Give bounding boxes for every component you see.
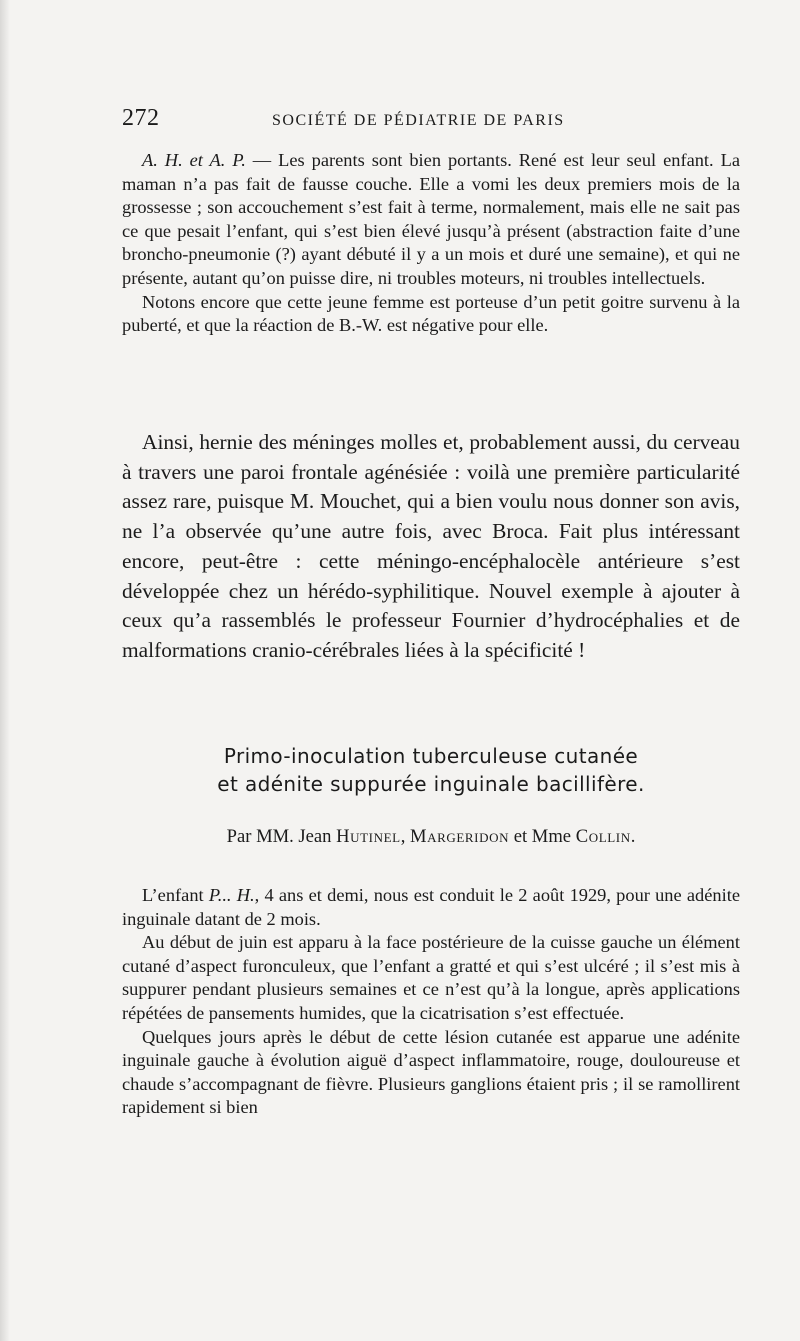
page-header [122, 103, 578, 135]
title-line-1: Primo-inoculation tuberculeuse cutanée [223, 744, 639, 768]
author-hutinel: Hutinel [336, 826, 401, 847]
byline-end: . [630, 826, 636, 847]
paragraph-text: , 4 ans et demi, nous est conduit le 2 août 1929, pour une adénite inguinale datant de 2 mois. [122, 885, 740, 929]
byline-prefix: Par MM. Jean [226, 826, 337, 847]
initials: A. H. et A. P. [142, 150, 246, 170]
paragraph-parents [122, 149, 740, 291]
paragraph-text: — Les parents sont bien portants. René est leur seul enfant. La maman n’a pas fait de fausse couche. Elle a vomi les deux premiers mois de la grossesse ; son accouchement s’est fait à terme, normalement, mais elle ne sait pas ce que pesait l’enfant, qui s’est bien élevé jusqu’à présent (abstraction faite d’une broncho-pneumonie (?) ayant débuté il y a un mois et duré une semaine), et qui ne présente, autant qu’on puisse dire, ni troubles moteurs, ni troubles intellectuels. [122, 150, 740, 288]
paragraph-lesion: Au début de juin est apparu à la face postérieure de la cuisse gauche un élément cutané d’aspect furonculeux, que l’enfant a gratté et qui s’est ulcéré ; il s’est mis à suppurer pendant plusieurs semaines et ce n’est qu’à la longue, après applications répétées de pansements humides, que la cicatrisation s’est effectuée. [122, 932, 740, 1023]
paragraph-adenitis: Quelques jours après le début de cette lésion cutanée est apparue une adénite inguinale gauche à évolution aiguë d’aspect inflammatoire, rouge, douloureuse et chaude s’accompagnant de fièvre. Plusieurs ganglions étaient pris ; il se ramollirent rapidement si bien [122, 1026, 740, 1118]
article-title [122, 742, 740, 798]
patient-initials: P... H. [208, 885, 255, 905]
article-byline [122, 826, 740, 848]
byline-separator: , [400, 826, 410, 847]
case-history-section [122, 149, 740, 338]
title-line-2: et adénite suppurée inguinale bacillifère. [217, 772, 645, 796]
running-head: SOCIÉTÉ DE PÉDIATRIE DE PARIS [272, 112, 565, 129]
author-margeridon: Margeridon [409, 826, 510, 847]
author-collin: Collin [575, 826, 631, 847]
paragraph-start: L’enfant [142, 885, 209, 905]
conclusion-section [122, 428, 740, 666]
paragraph-presentation [122, 884, 740, 931]
byline-separator-2: et Mme [509, 826, 576, 847]
paragraph-conclusion: Ainsi, hernie des méninges molles et, probablement aussi, du cerveau à travers une paroi frontale agénésiée : voilà une première particularité assez rare, puisque M. Mouchet, qui a bien voulu nous donner son avis, ne l’a observée qu’une autre fois, avec Broca. Fait plus intéressant encore, peut-être : cette méningo-encéphalocèle antérieure s’est développée chez un hérédo-syphilitique. Nouvel exemple à ajouter à ceux qu’a rassemblés le professeur Fournier d’hydrocéphalies et de malformations cranio-cérébrales liées à la spécificité ! [122, 430, 740, 662]
page-number: 272 [122, 105, 160, 131]
case-report-section [122, 884, 740, 1120]
paragraph-goitre: Notons encore que cette jeune femme est porteuse d’un petit goitre survenu à la puberté, et que la réaction de B.-W. est négative pour elle. [122, 291, 740, 336]
page-edge-shadow [0, 0, 10, 1341]
